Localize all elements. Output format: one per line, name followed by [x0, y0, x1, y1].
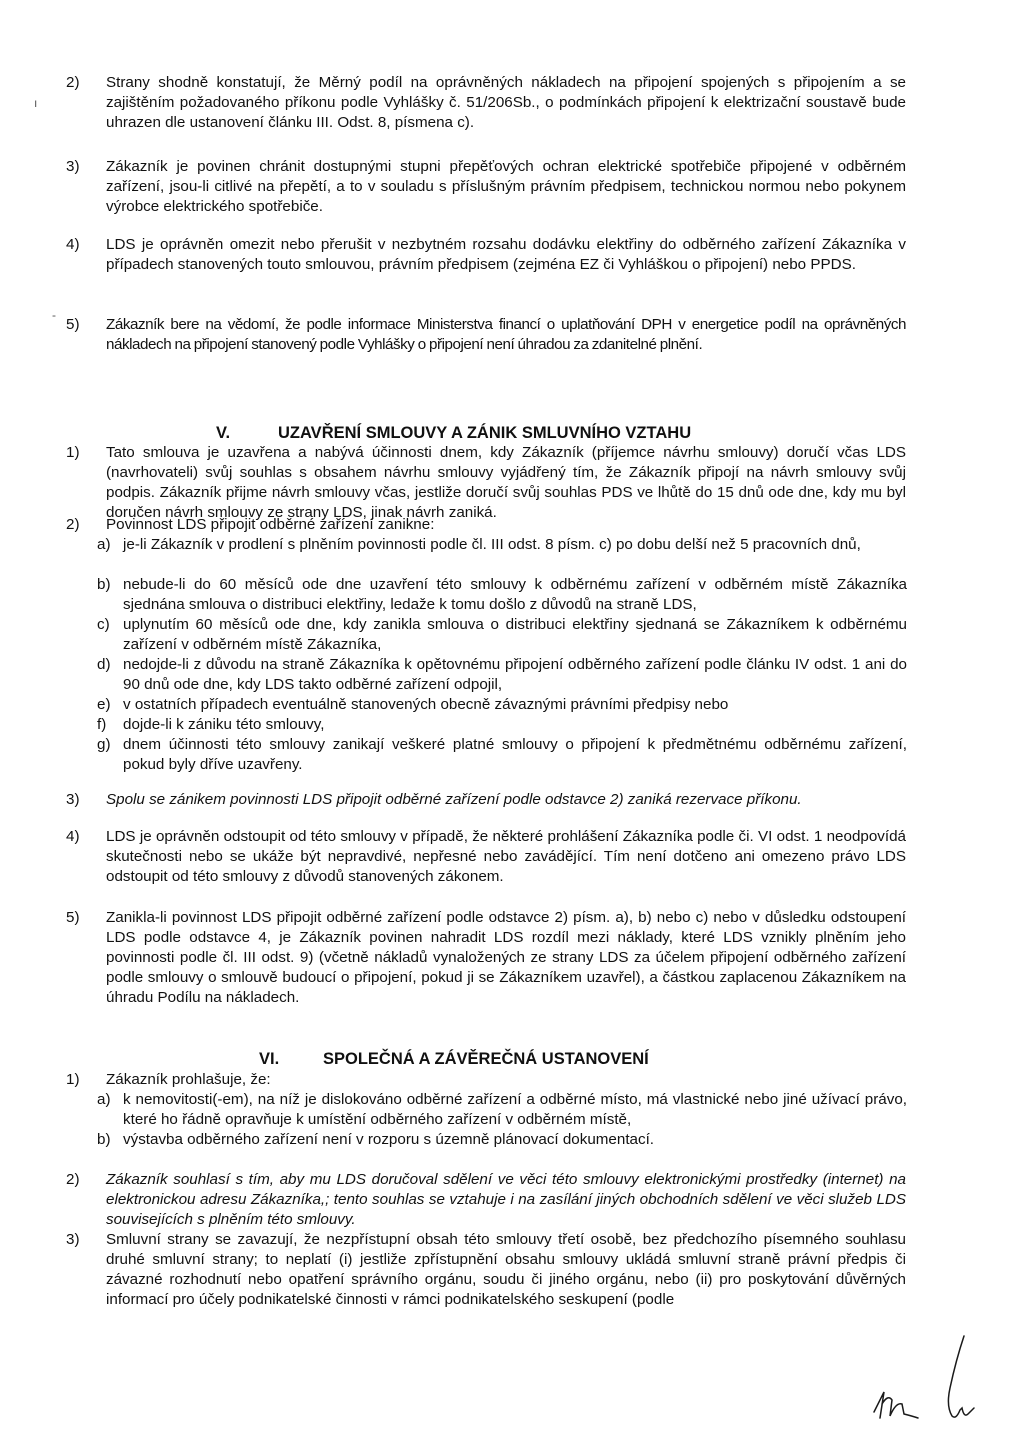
list-label: a): [97, 1091, 111, 1108]
paragraph-text: Zákazník bere na vědomí, že podle informace Ministerstva financí o uplatňování DPH v energetice podíl na oprávněných nákladech na připojení stanovený podle Vyhlášky o připojení není úhradou za zdanitelné plnění.: [106, 316, 906, 353]
section-v-roman: V.: [216, 424, 231, 442]
list-label: c): [97, 616, 110, 633]
paragraph-number: 3): [66, 1231, 80, 1248]
paragraph-number: 5): [66, 909, 80, 926]
paragraph-text: LDS je oprávněn odstoupit od této smlouvy v případě, že některé prohlášení Zákazníka podle či. VI odst. 1 neodpovídá skutečnosti nebo se ukáže být nepravdivé, nepřesné nebo zavádějící. Tím není dotčeno ani omezeno právo LDS odstoupit od této smlouvy z důvodů stanovených zákonem.: [106, 828, 906, 885]
paragraph-number: 1): [66, 1071, 80, 1088]
list-label: d): [97, 656, 111, 673]
list-label: e): [97, 696, 111, 713]
margin-dash-mark: -: [52, 308, 56, 322]
paragraph-number: 3): [66, 158, 80, 175]
paragraph-text: Zákazník je povinen chránit dostupnými stupni přepěťových ochran elektrické spotřebiče připojené v odběrném zařízení, jsou-li citlivé na přepětí, a to v souladu s příslušným právním předpisem, technickou normou nebo pokynem výrobce elektrického spotřebiče.: [106, 158, 906, 215]
list-text: uplynutím 60 měsíců ode dne, kdy zanikla smlouva o distribuci elektřiny sjednaná se Zákazníkem k odběrnému zařízení v odběrném místě Zákazníka,: [123, 616, 907, 653]
list-text: dojde-li k zániku této smlouvy,: [123, 716, 325, 733]
paragraph-number: 2): [66, 74, 80, 91]
list-text: je-li Zákazník v prodlení s plněním povinnosti podle čl. III odst. 8 písm. c) po dobu delší než 5 pracovních dnů,: [123, 536, 861, 553]
margin-tick-mark: ı: [34, 96, 38, 110]
section-vi-roman: VI.: [259, 1050, 280, 1068]
paragraph-intro: Zákazník prohlašuje, že:: [106, 1071, 271, 1088]
list-text: výstavba odběrného zařízení není v rozporu s územně plánovací dokumentací.: [123, 1131, 655, 1148]
paragraph-text: Zanikla-li povinnost LDS připojit odběrné zařízení podle odstavce 2) písm. a), b) nebo c) nebo v důsledku odstoupení LDS podle odstavce 4, je Zákazník povinen nahradit LDS rozdíl mezi náklady, které LDS vznikly plněním jeho povinnosti podle čl. III odst. 9) (včetně nákladů vynaložených ze strany LDS za účelem připojení odběrného zařízení podle smlouvy o smlouvě budoucí o připojení, pokud ji se Zákazníkem uzavřel), a částkou zaplacenou Zákazníkem na úhradu Podílu na nákladech.: [106, 909, 906, 1006]
list-label: g): [97, 736, 111, 753]
paragraph-text: Tato smlouva je uzavřena a nabývá účinnosti dnem, kdy Zákazník (příjemce návrhu smlouvy) doručí včas LDS (navrhovateli) svůj souhlas s obsahem návrhu smlouvy vyjádřený tím, že Zákazník připojí na návrh smlouvy svůj podpis. Zákazník přijme návrh smlouvy včas, jestliže doručí svůj souhlas PDS ve lhůtě do 15 dnů ode dne, kdy mu byl doručen návrh smlouvy ze strany LDS, jinak návrh zaniká.: [106, 444, 906, 521]
list-label: f): [97, 716, 107, 733]
paragraph-number: 4): [66, 236, 80, 253]
list-text: v ostatních případech eventuálně stanovených obecně závaznými právními předpisy nebo: [123, 696, 729, 713]
paragraph-text: Spolu se zánikem povinnosti LDS připojit odběrné zařízení podle odstavce 2) zaniká rezervace příkonu.: [106, 791, 802, 808]
list-label: a): [97, 536, 111, 553]
list-text: dnem účinnosti této smlouvy zanikají veškeré platné smlouvy o připojení k předmětnému odběrnému zařízení, pokud byly dříve uzavřeny.: [123, 736, 907, 773]
list-text: nebude-li do 60 měsíců ode dne uzavření této smlouvy k odběrnému zařízení v odběrném místě Zákazníka sjednána smlouva o distribuci elektřiny, ledaže k tomu došlo z důvodů na straně LDS,: [123, 576, 907, 613]
paragraph-number: 4): [66, 828, 80, 845]
paragraph-text: LDS je oprávněn omezit nebo přerušit v nezbytném rozsahu dodávku elektřiny do odběrného zařízení Zákazníka v případech stanovených touto smlouvou, právním předpisem (zejména EZ či Vyhláškou o připojení) nebo PPDS.: [106, 236, 906, 273]
paragraph-text: Strany shodně konstatují, že Měrný podíl na oprávněných nákladech na připojení spojených s připojením a se zajištěním požadovaného příkonu podle Vyhlášky č. 51/206Sb., o podmínkách připojení k elektrizační soustavě bude uhrazen dle ustanovení článku III. Odst. 8, písmena c).: [106, 74, 906, 131]
paragraph-number: 5): [66, 316, 80, 333]
list-text: k nemovitosti(-em), na níž je dislokováno odběrné zařízení a odběrné místo, má vlastnické nebo jiné užívací právo, které ho řádně opravňuje k umístění odběrného zařízení v odběrném místě,: [123, 1091, 907, 1128]
paragraph-number: 3): [66, 791, 80, 808]
list-label: b): [97, 1131, 111, 1148]
paragraph-intro: Povinnost LDS připojit odběrné zařízení zanikne:: [106, 516, 435, 533]
section-vi-title: SPOLEČNÁ A ZÁVĚREČNÁ USTANOVENÍ: [323, 1050, 649, 1068]
paragraph-text: Zákazník souhlasí s tím, aby mu LDS doručoval sdělení ve věci této smlouvy elektronickými prostředky (internet) na elektronickou adresu Zákazníka,; tento souhlas se vztahuje i na zasílání jiných obchodních sdělení ve věci služeb LDS souvisejících s plněním této smlouvy.: [106, 1171, 906, 1228]
paragraph-number: 2): [66, 516, 80, 533]
section-v-title: UZAVŘENÍ SMLOUVY A ZÁNIK SMLUVNÍHO VZTAHU: [278, 424, 692, 442]
list-text: nedojde-li z důvodu na straně Zákazníka k opětovnému připojení odběrného zařízení podle článku IV odst. 1 ani do 90 dnů ode dne, kdy LDS takto odběrné zařízení odpojil,: [123, 656, 907, 693]
list-label: b): [97, 576, 111, 593]
paragraph-number: 2): [66, 1171, 80, 1188]
handwritten-initials-signature: [860, 1330, 1000, 1430]
paragraph-number: 1): [66, 444, 80, 461]
paragraph-text: Smluvní strany se zavazují, že nezpřístupní obsah této smlouvy třetí osobě, bez předchozího písemného souhlasu druhé smluvní strany; to neplatí (i) jestliže zpřístupnění obsahu smlouvy ukládá smluvní straně právní předpis či závazné rozhodnutí nebo opatření správního orgánu, soudu či jiného orgánu, nebo (ii) pro poskytování důvěrných informací pro účely podnikatelské činnosti v rámci podnikatelského seskupení (podle: [106, 1231, 906, 1308]
